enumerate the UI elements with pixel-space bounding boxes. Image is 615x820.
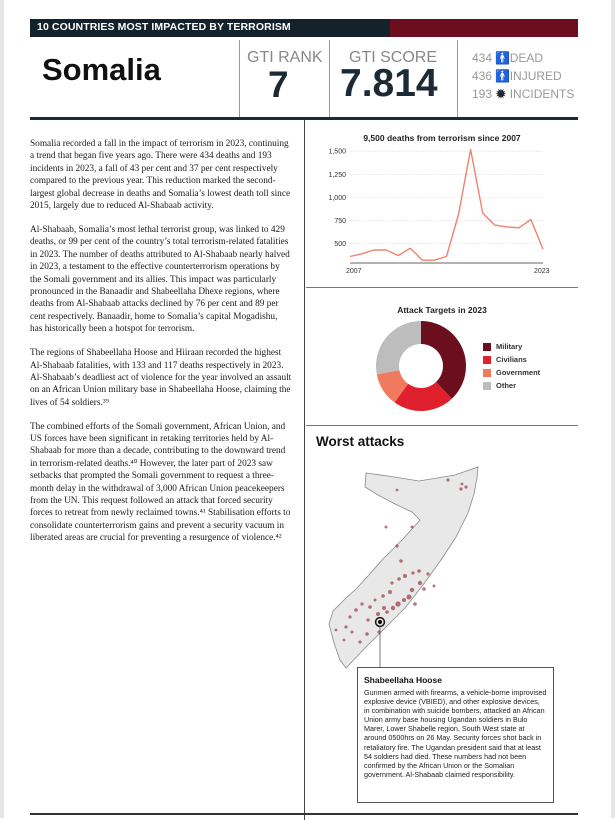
callout-title: Shabeellaha Hoose [364, 675, 442, 685]
targets-chart-title: Attack Targets in 2023 [397, 305, 487, 315]
gti-score-label: GTI SCORE [349, 49, 438, 66]
gti-score-value: 7.814 [340, 62, 438, 105]
stat-incidents-label: INCIDENTS [509, 87, 575, 101]
y-tick-label: 1,000 [328, 194, 346, 202]
paragraph: The regions of Shabeellaha Hoose and Hiiraan recorded the highest Al-Shabaab fatalities, with 133 and 117 deaths respectively in 2023. Al-Shabaab’s deadliest act of violence for the year involved an assault on an African Union military base in Shabeellaha Hoose, claiming the lives of 54 soldiers.³⁹ [30, 348, 292, 408]
stat-dead-value: 434 [472, 51, 493, 65]
legend-label: Military [496, 342, 523, 351]
x-tick-label: 2007 [346, 268, 362, 275]
paragraph: Al-Shabaab, Somalia’s most lethal terrorist group, was linked to 429 deaths, or 99 per cent of the country’s total terrorism-related fatalities in 2023. The number of deaths attributed to Al-Shabaab nearly halved in 2023, a testament to the effective counterterrorism operations by the Somali government and its allies. This impact was particularly pronounced in the Banaadir and Shabeellaha Dhexe regions, where deaths from Al-Shabaab attacks declined by 76 per cent and 89 per cent respectively. Banaadir, home to Somalia’s capital Mogadishu, has historically been a hotspot for terrorism. [30, 224, 290, 335]
legend-label: Government [496, 368, 541, 377]
y-tick-label: 1,500 [328, 148, 346, 156]
somalia-outline [329, 467, 478, 668]
highlighted-attack-dot [378, 620, 382, 624]
legend-label: Other [496, 381, 517, 390]
burst-icon: ✹ [495, 87, 506, 101]
worst-attacks-title: Worst attacks [316, 434, 405, 449]
gti-rank-value: 7 [268, 64, 289, 105]
paragraph: Somalia recorded a fall in the impact of terrorism in 2023, continuing a trend that began five years ago. There were 434 deaths and 193 incidents in 2023, a fall of 43 per cent and 37 per cent respectively compared to the previous year. This reduction marked the second-largest global decrease in deaths and Somalia’s lowest death toll since 2015, largely due to reduced Al-Shabaab activity. [30, 139, 291, 212]
stat-injured-value: 436 [472, 69, 493, 83]
person-icon: 🚹 [495, 51, 511, 65]
legend-label: Civilians [496, 355, 527, 364]
stat-injured-label: INJURED [509, 69, 562, 83]
attack-callout-box [357, 667, 554, 803]
stat-incidents-value: 193 [472, 87, 493, 101]
gti-rank-label: GTI RANK [247, 49, 323, 66]
y-tick-label: 500 [334, 241, 346, 249]
section-title: 10 COUNTRIES MOST IMPACTED BY TERRORISM [37, 21, 291, 33]
person-icon: 🚹 [495, 69, 511, 83]
paragraph: The combined efforts of the Somali government, African Union, and US forces have been significant in retaking territories held by Al-Shabaab for more than a decade, contributing to the downward trend in terrorism-related deaths.⁴⁰ However, the later part of 2023 saw setbacks that prompted the Somali government to request a three-month delay in the withdrawal of 3,000 African Union peacekeepers from the UN. This request followed an attack that forced security forces to retreat from newly reclaimed towns.⁴¹ Stabilisation efforts to consolidate counterterrorism gains and prevent a security vacuum in liberated areas are crucial for preventing a resurgence of violence.⁴² [30, 421, 291, 544]
y-tick-label: 1,250 [328, 171, 346, 179]
x-tick-label: 2023 [534, 268, 550, 275]
stat-dead-label: DEAD [509, 51, 544, 65]
y-tick-label: 750 [334, 217, 346, 225]
callout-text: Gunmen armed with firearms, a vehicle-borne improvised explosive device (VBIED), and other explosive devices, in combination with suicide bombers, attacked an African Union army base housing Ugandan soldiers in Bulo Marer, Lower Shabelle region, South West state at around 0500hrs on 26 May. Security forces shot back in retaliatory fire. The Ugandan president said that at least 54 soldiers had died. These numbers had not been confirmed by the African Union or the Somalian government. Al-Shabaab claimed responsibility. [364, 688, 547, 779]
footer-rule [30, 813, 578, 815]
country-name: Somalia [42, 52, 161, 87]
deaths-chart-title: 9,500 deaths from terrorism since 2007 [363, 133, 521, 143]
